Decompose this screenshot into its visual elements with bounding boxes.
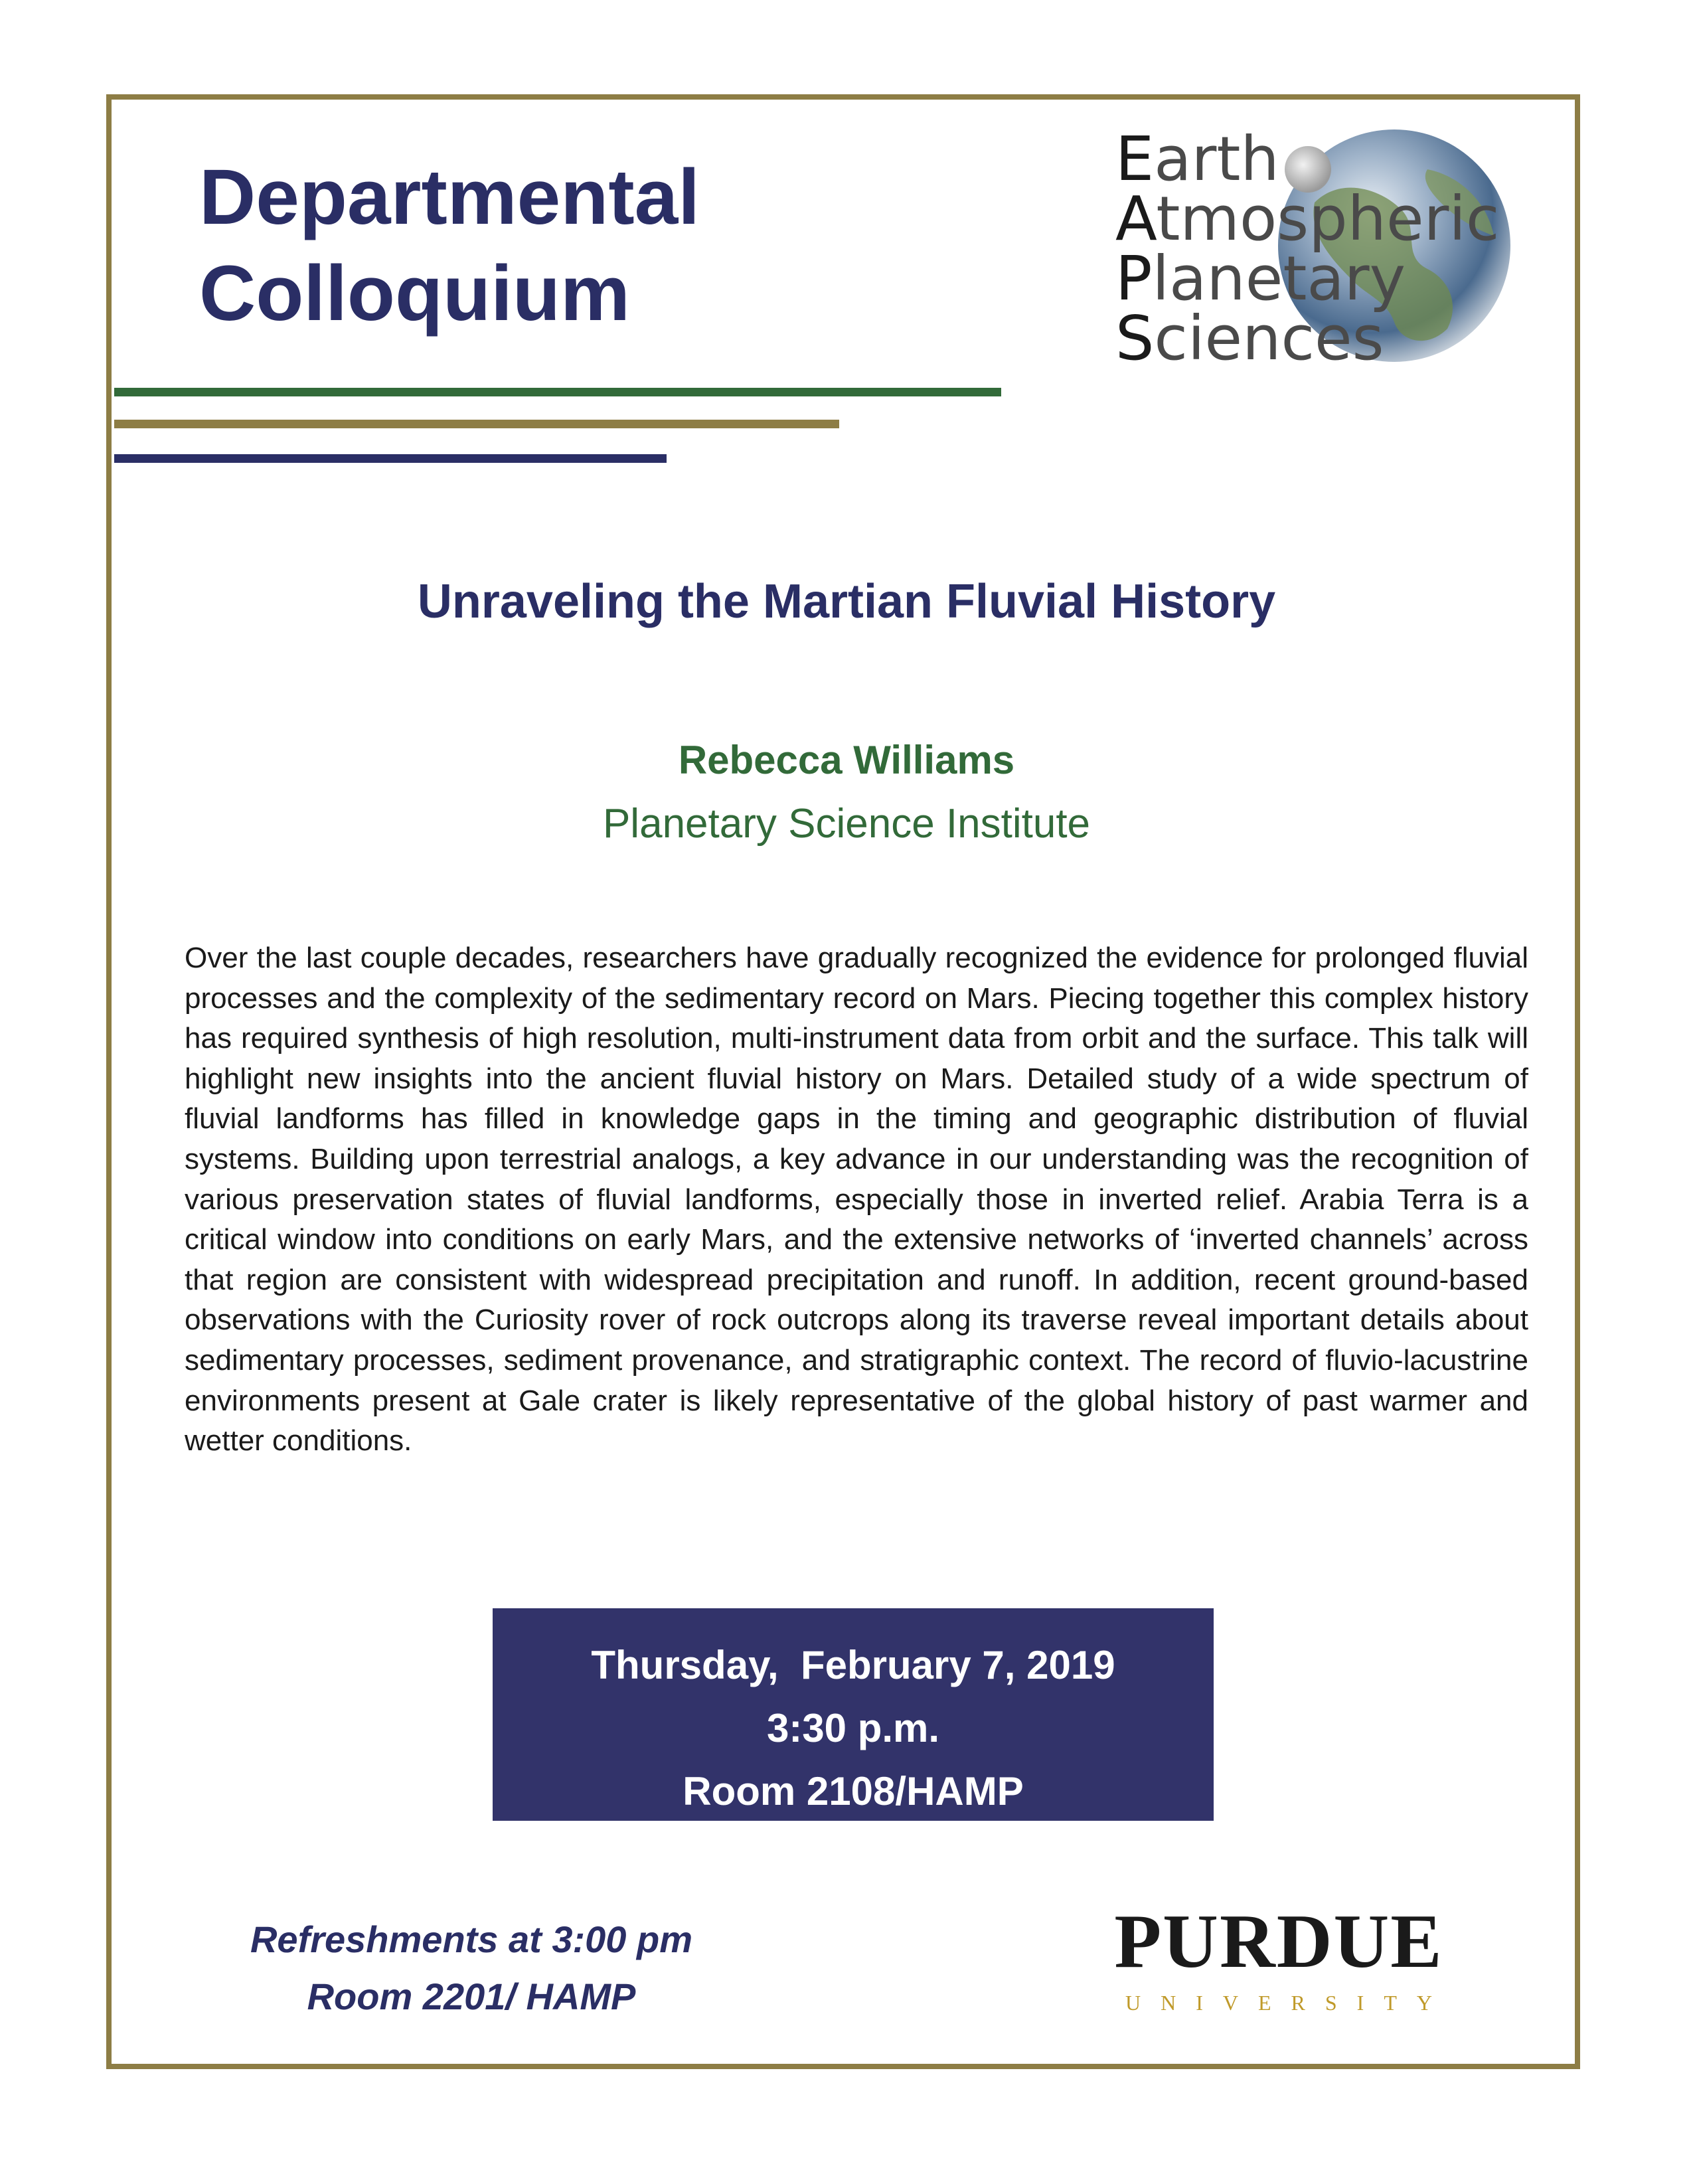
purdue-logo <box>1093 1899 1465 2029</box>
page-heading <box>199 149 863 342</box>
refreshments-note <box>199 1911 744 2025</box>
eaps-line-earth: Earth <box>1115 124 1279 195</box>
event-date: Thursday, February 7, 2019 <box>591 1643 1115 1687</box>
heading-line-1: Departmental <box>199 153 700 241</box>
event-details-box <box>493 1608 1214 1821</box>
refreshments-room: Room 2201/ HAMP <box>307 1975 636 2017</box>
heading-line-2: Colloquium <box>199 250 630 337</box>
green-rule <box>114 388 1001 396</box>
gold-rule <box>114 420 839 428</box>
talk-title: Unraveling the Martian Fluvial History <box>417 575 1276 628</box>
eaps-logo <box>1115 124 1540 382</box>
speaker-name: Rebecca Williams <box>678 738 1015 782</box>
event-room: Room 2108/HAMP <box>683 1769 1024 1813</box>
eaps-line-sciences: Sciences <box>1115 303 1384 374</box>
navy-rule <box>114 454 667 463</box>
purdue-wordmark: PURDUE <box>1114 1899 1443 1984</box>
purdue-subtitle: UNIVERSITY <box>1125 1991 1452 2015</box>
eaps-line-atmospheric: Atmospheric <box>1115 183 1500 254</box>
talk-abstract: Over the last couple decades, researchers have gradually recognized the evidence for prolonged fluvial processes and the complexity of the sedimentary record on Mars. Piecing together this complex history has required synthesis of high resolution, multi-instrument data from orbit and the surface. This talk will highlight new insights into the ancient fluvial history on Mars. Detailed study of a wide spectrum of fluvial landforms has filled in knowledge gaps in the timing and geographic distribution of fluvial systems. Building upon terrestrial analogs, a key advance in our understanding was the recognition of various preservation states of fluvial landforms, especially those in inverted relief. Arabia Terra is a critical window into conditions on early Mars, and the extensive networks of ‘inverted channels’ across that region are consistent with widespread precipitation and runoff. In addition, recent ground-based observations with the Curiosity rover of rock outcrops along its traverse reveal important details about sedimentary processes, sediment provenance, and stratigraphic context. The record of fluvio-lacustrine environments present at Gale crater is likely representative of the global history of past warmer and wetter conditions. <box>185 942 1528 1458</box>
refreshments-time: Refreshments at 3:00 pm <box>250 1918 692 1960</box>
eaps-line-planetary: Planetary <box>1115 243 1406 314</box>
event-time: 3:30 p.m. <box>766 1706 940 1750</box>
speaker-affiliation: Planetary Science Institute <box>602 801 1091 847</box>
